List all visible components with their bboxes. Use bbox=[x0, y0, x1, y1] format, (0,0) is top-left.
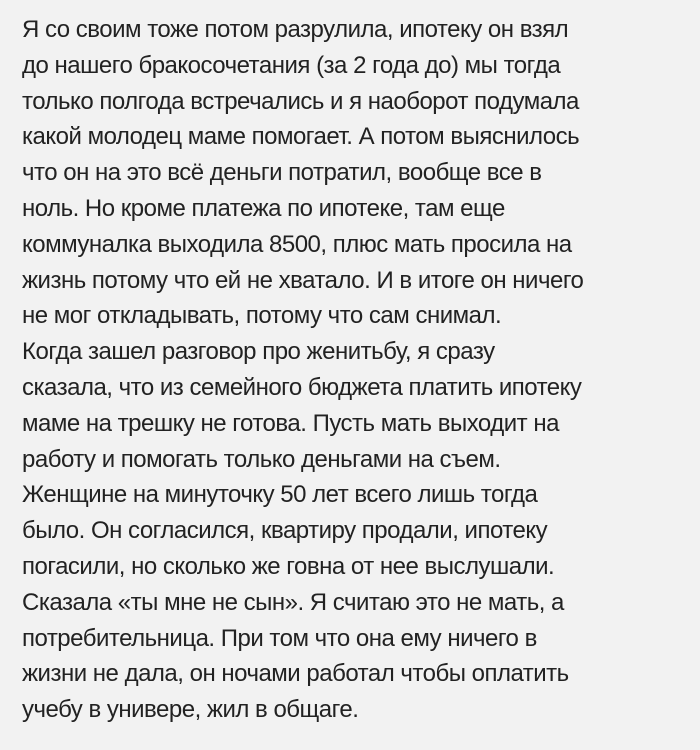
comment-text bbox=[22, 12, 692, 728]
text-line: Когда зашел разговор про женитьбу, я сразу bbox=[22, 338, 495, 366]
text-line: Я со своим тоже потом разрулила, ипотеку он взял bbox=[22, 16, 569, 43]
text-line: жизни не дала, он ночами работал чтобы оплатить bbox=[22, 660, 569, 688]
text-line: какой молодец маме помогает. А потом выяснилось bbox=[22, 123, 580, 151]
text-line: ноль. Но кроме платежа по ипотеке, там еще bbox=[22, 194, 505, 222]
text-line: до нашего бракосочетания (за 2 года до) мы тогда bbox=[22, 51, 561, 79]
text-line: потребительница. При том что она ему ничего в bbox=[22, 624, 537, 652]
text-line: сказала, что из семейного бюджета платить ипотеку bbox=[22, 373, 582, 401]
text-line: маме на трешку не готова. Пусть мать выходит на bbox=[22, 409, 559, 437]
text-line: было. Он согласился, квартиру продали, ипотеку bbox=[22, 517, 548, 545]
text-line: коммуналка выходила 8500, плюс мать просила на bbox=[22, 230, 572, 258]
text-line: Женщине на минуточку 50 лет всего лишь тогда bbox=[22, 481, 538, 509]
text-line: жизнь потому что ей не хватало. И в итоге он ничего bbox=[22, 266, 584, 294]
text-line: учебу в универе, жил в общаге. bbox=[22, 696, 359, 724]
text-line: что он на это всё деньги потратил, вообще все в bbox=[22, 159, 542, 187]
text-line: не мог откладывать, потому что сам снимал. bbox=[22, 302, 502, 330]
text-line: работу и помогать только деньгами на съем. bbox=[22, 445, 501, 473]
text-line: только полгода встречались и я наоборот подумала bbox=[22, 87, 579, 115]
text-line: Сказала «ты мне не сын». Я считаю это не мать, а bbox=[22, 588, 564, 616]
text-line: погасили, но сколько же говна от нее выслушали. bbox=[22, 552, 555, 580]
